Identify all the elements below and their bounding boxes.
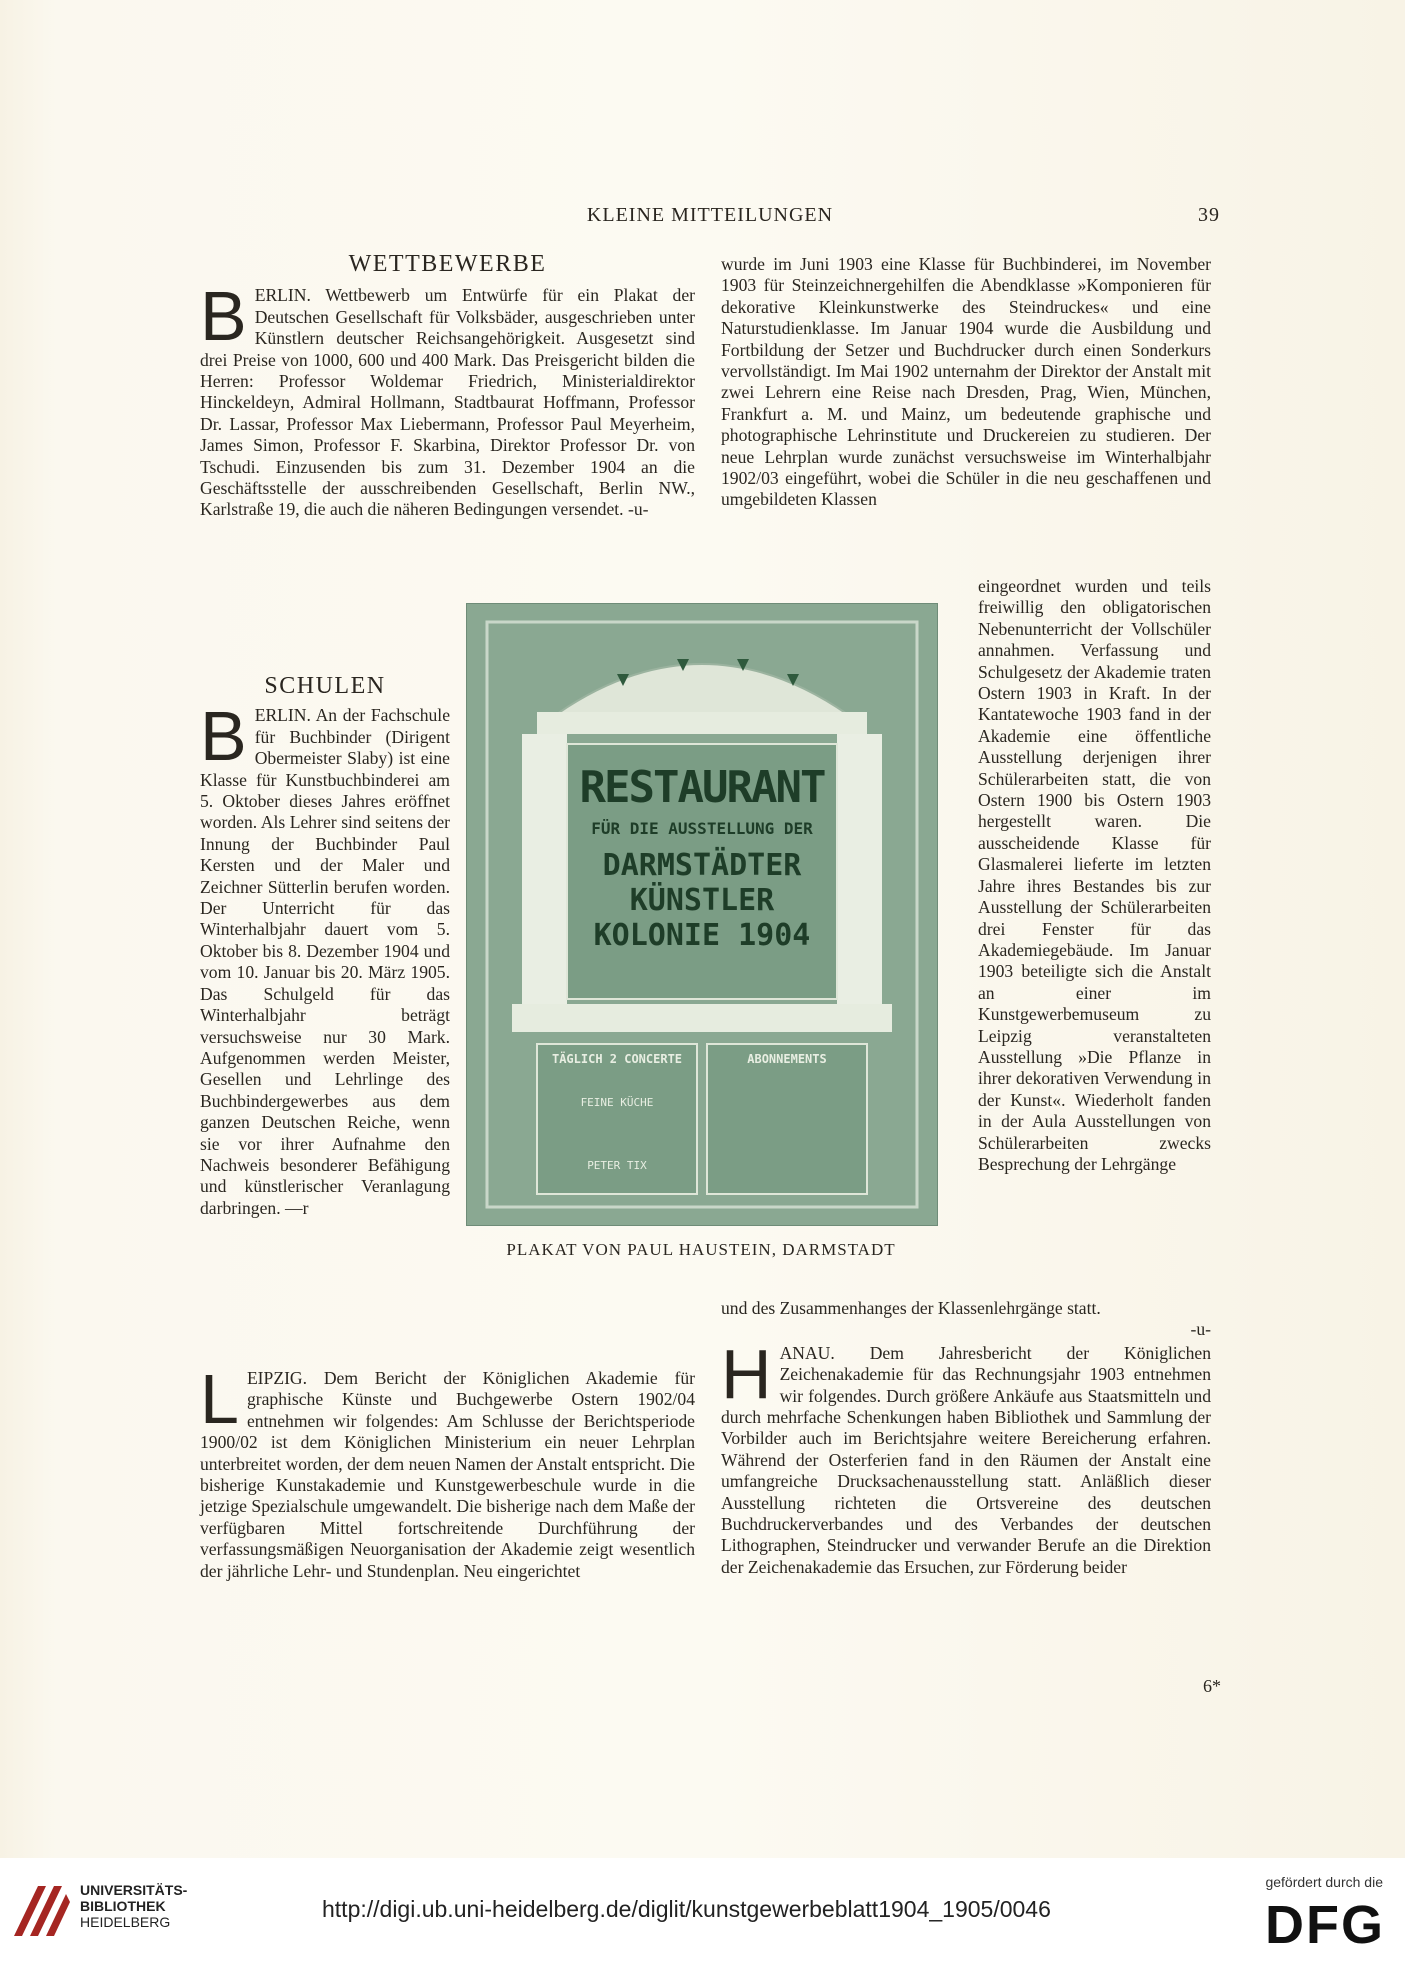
article-text: EIPZIG. Dem Bericht der Königlichen Akademie für graphische Künste und Buchgewerbe Ostern 1902/04 entnehmen wir folgendes: Am Schlusse der Berichtsperiode 1900/02 ist dem Königlichen Ministerium ein neuer Lehrplan unterbreitet worden, der dem neuen Namen der Anstalt entspricht. Die bisherige Kunstakademie und Kunstgewerbeschule wurde in die jetzige Spezialschule umgewandelt. Die bisherige nach dem Maße der verfügbaren Mittel fortschreitende Durchführung der verfassungsmäßigen Neuorganisation der Akademie zeigt wesentlich der jährliche Lehr- und Stundenplan. Neu eingerichtet bbox=[200, 1368, 695, 1581]
uni-line2: BIBLIOTHEK bbox=[80, 1898, 166, 1914]
uni-line3: HEIDELBERG bbox=[80, 1914, 171, 1930]
poster-image bbox=[466, 603, 938, 1226]
dropcap: L bbox=[200, 1360, 239, 1438]
left-column-leipzig bbox=[200, 1360, 695, 1582]
poster-line-kuenstler: KÜNSTLER bbox=[629, 883, 775, 918]
dropcap: B bbox=[200, 697, 247, 776]
dfg-credit: gefördert durch die bbox=[1265, 1874, 1383, 1890]
page-number: 39 bbox=[1198, 204, 1220, 226]
article-leipzig-cont: wurde im Juni 1903 eine Klasse für Buchbinderei, im November 1903 für Steinzeichnergehilfen die Abendklasse »Komponieren für dekorative Kleinkunstwerke des Steindruckes« und eine Naturstudienklasse. Im Januar 1904 wurde die Ausbildung und Fortbildung der Setzer und Buchdrucker durch einen Sonderkurs vervollständigt. Im Mai 1902 unternahm der Direktor der Anstalt mit zwei Lehrern eine Reise nach Dresden, Prag, Wien, München, Frankfurt a. M. und Mainz, um bedeutende graphische und photographische Lehrinstitute und Druckereien zu studieren. Der neue Lehrplan wurde zunächst versuchsweise im Winterhalbjahr 1902/03 eingeführt, wobei die Schüler in die neu geschaffenen und umgebildeten Klassen bbox=[721, 254, 1211, 510]
source-url-link[interactable]: http://digi.ub.uni-heidelberg.de/diglit/kunstgewerbeblatt1904_1905/0046 bbox=[322, 1896, 1051, 1922]
poster-box1-name: PETER TIX bbox=[587, 1159, 647, 1172]
right-column-top bbox=[721, 254, 1211, 511]
right-column-bottom bbox=[721, 1298, 1211, 1578]
article-text: ERLIN. An der Fachschule für Buchbinder (Dirigent Obermeister Slaby) ist eine Klasse für Kunstbuchbinderei am 5. Oktober dieses Jahres eröffnet worden. Als Lehrer sind seitens der Innung der Buchbinder Paul Kersten und der Maler und Zeichner Sütterlin berufen worden. Der Unterricht für das Winterhalbjahr dauert vom 5. Oktober bis 8. Dezember 1904 und vom 10. Januar bis 20. März 1905. Das Schulgeld für das Winterhalbjahr beträgt versuchsweise nur 30 Mark. Aufgenommen werden Meister, Gesellen und Lehrlinge des Buchbindergewerbes aus dem ganzen Deutschen Reiche, wenn sie vor ihrer Aufnahme den Nachweis besonderer Befähigung und künstlerischer Veranlagung darbringen. —r bbox=[200, 705, 450, 1218]
poster-line-kolonie: KOLONIE 1904 bbox=[593, 918, 811, 953]
poster-box1-sub: FEINE KÜCHE bbox=[580, 1096, 654, 1109]
signature-mark: 6* bbox=[1203, 1676, 1221, 1696]
article-text: ANAU. Dem Jahresbericht der Königlichen Zeichenakademie für das Rechnungsjahr 1903 entnehmen wir folgendes. Durch größere Ankäufe aus Staatsmitteln und durch mehrfache Schenkungen haben Bibliothek und Sammlung der Vorbilder auch im Berichtsjahre weitere Bereicherung erfahren. Während der Osterferien fand in den Räumen der Anstalt eine umfangreiche Drucksachenausstellung statt. Anläßlich dieser Ausstellung richteten die Ortsvereine des deutschen Buchdruckerverbandes und des Verbandes der deutschen Lithographen, Steindrucker und verwander Berufe an die Direktion der Zeichenakademie das Ersuchen, zur Förderung beider bbox=[721, 1342, 1211, 1577]
poster-box-concerts bbox=[537, 1052, 697, 1172]
dropcap: H bbox=[721, 1334, 772, 1413]
poster-box2-title: ABONNEMENTS bbox=[747, 1052, 827, 1066]
poster-box1-title: TÄGLICH 2 CONCERTE bbox=[551, 1052, 683, 1066]
footer-bar bbox=[0, 1858, 1405, 1962]
university-name bbox=[80, 1882, 187, 1930]
signature: -u- bbox=[1190, 1319, 1211, 1340]
dropcap: B bbox=[200, 277, 247, 356]
left-column-schulen bbox=[200, 673, 450, 1219]
poster-text bbox=[567, 762, 837, 953]
dfg-logo: DFG bbox=[1265, 1895, 1385, 1955]
heading-schulen: SCHULEN bbox=[264, 673, 386, 699]
poster-box-abonnements bbox=[707, 1052, 867, 1066]
heading-wettbewerbe: WETTBEWERBE bbox=[348, 251, 547, 277]
article-leipzig bbox=[200, 1360, 695, 1582]
left-column-top bbox=[200, 251, 695, 521]
article-text: ERLIN. Wettbewerb um Entwürfe für ein Plakat der Deutschen Gesellschaft für Volksbäder, ausgeschrieben unter Künstlern deutscher Reichsangehörigkeit. Ausgesetzt sind drei Preise von 1000, 600 und 400 Mark. Das Preisgericht bilden die Herren: Professor Woldemar Friedrich, Ministerialdirektor Hinckeldeyn, Admiral Hollmann, Stadtbaurat Hoffmann, Professor Dr. Lassar, Professor Max Liebermann, Professor Paul Meyerheim, James Simon, Professor F. Skarbina, Direktor Professor Dr. von Tschudi. Einzusenden bis zum 31. Dezember 1904 an die Geschäftsstelle der ausschreibenden Gesellschaft, Berlin NW., Karlstraße 19, die auch die näheren Bedingungen versendet. -u- bbox=[200, 285, 695, 520]
running-title: KLEINE MITTEILUNGEN bbox=[586, 204, 834, 226]
article-leipzig-narrow: eingeordnet wurden und teils freiwillig den obligatorischen Nebenunterricht der Vollschüler annahmen. Verfassung und Schulgesetz der Akademie traten Ostern 1903 in Kraft. In der Kantatewoche 1903 fand in der Akademie eine öffentliche Ausstellung derjenigen ihrer Schülerarbeiten statt, die von Ostern 1900 bis Ostern 1903 hergestellt waren. Die ausscheidende Klasse für Glasmalerei lieferte im letzten Jahre ihres Bestandes bis zur Ausstellung der Schülerarbeiten drei Fenster für das Akademiegebäude. Im Januar 1903 beteiligte sich die Anstalt an einer im Kunstgewerbemuseum zu Leipzig veranstalteten Ausstellung »Die Pflanze in ihrer dekorativen Verwendung in der Kunst«. Wiederholt fanden in der Aula Ausstellungen von Schülerarbeiten zwecks Besprechung der Lehrgänge bbox=[978, 576, 1211, 1174]
university-logo-icon bbox=[8, 1878, 74, 1944]
article-berlin-schulen bbox=[200, 697, 450, 1219]
poster-line-restaurant: RESTAURANT bbox=[579, 762, 825, 813]
poster-line-darmstaedter: DARMSTÄDTER bbox=[602, 848, 802, 883]
article-leipzig-end: und des Zusammenhanges der Klassenlehrgänge statt. bbox=[721, 1298, 1101, 1318]
figure-caption: PLAKAT VON PAUL HAUSTEIN, DARMSTADT bbox=[506, 1240, 896, 1259]
uni-line1: UNIVERSITÄTS- bbox=[80, 1882, 188, 1898]
right-column-narrow bbox=[978, 576, 1211, 1175]
poster-line-fuer: FÜR DIE AUSSTELLUNG DER bbox=[591, 819, 813, 838]
article-berlin-wettbewerb bbox=[200, 277, 695, 520]
article-hanau bbox=[721, 1334, 1211, 1578]
